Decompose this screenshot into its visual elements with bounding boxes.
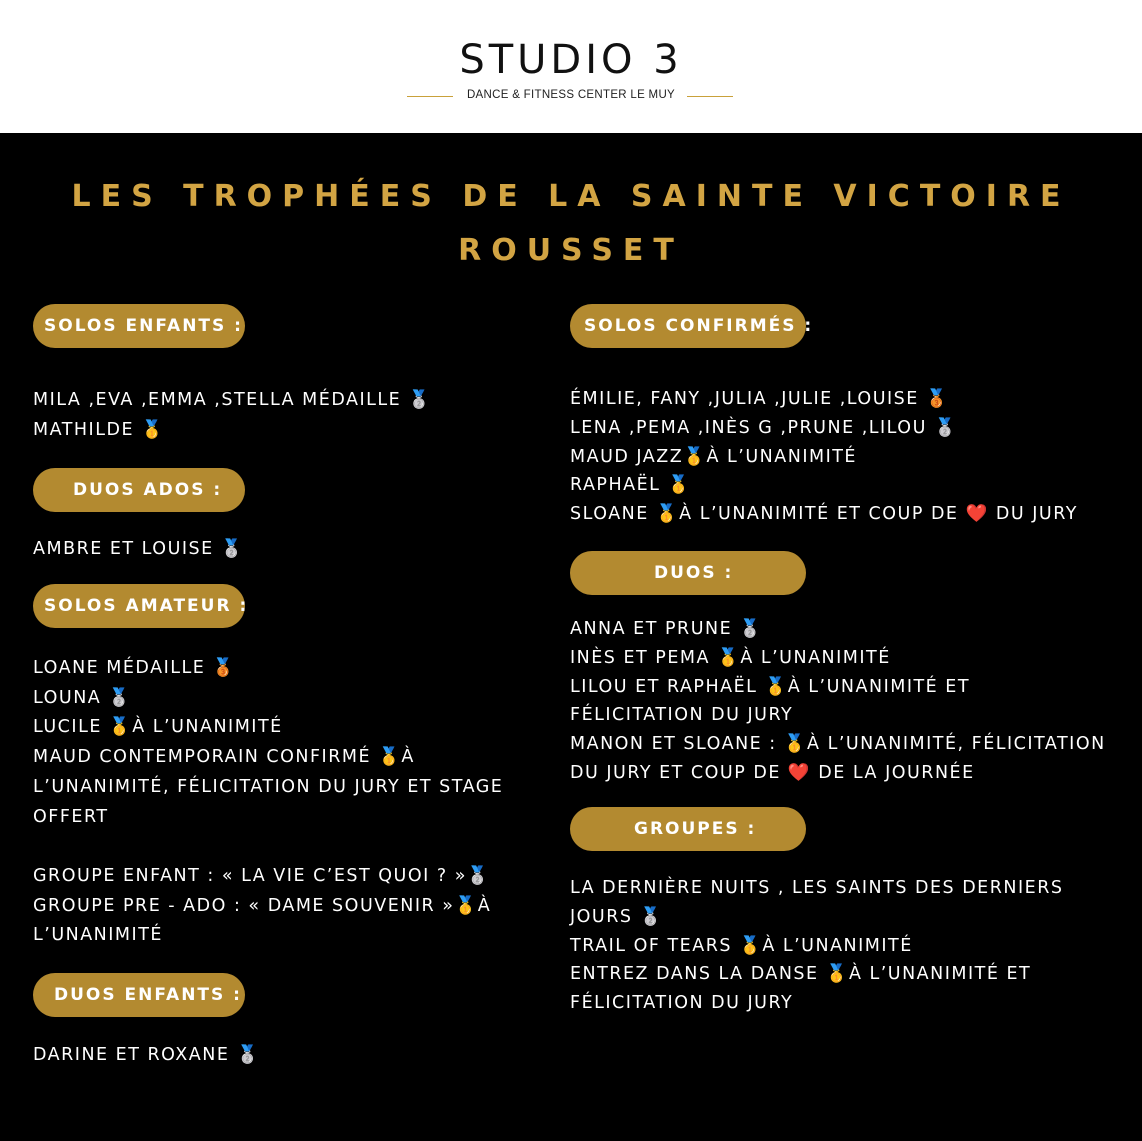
studio-logo-title: STUDIO 3 [459,37,683,83]
solos-enfants-results: MILA ,EVA ,EMMA ,STELLA MÉDAILLE 🥈 MATHILDE 🥇 [33,390,432,440]
page-title-line2: ROUSSET [458,233,684,268]
page-title [0,170,1142,278]
solos-confirmes-results: ÉMILIE, FANY ,JULIA ,JULIE ,LOUISE 🥉 LENA ,PEMA ,INÈS G ,PRUNE ,LILOU 🥈 MAUD JAZZ🥇À L’UNANIMITÉ RAPHAËL 🥇 SLOANE 🥇À L’UNANIMITÉ ET COUP DE ❤️ DU JURY [570,389,1078,525]
header-banner [0,0,1142,133]
duos-ados-heading: DUOS ADOS : [33,468,245,512]
duos-heading: DUOS : [570,551,806,595]
logo-divider-right [687,96,733,97]
solos-enfants-heading: SOLOS ENFANTS : [33,304,245,348]
solos-confirmes-heading: SOLOS CONFIRMÉS : [570,304,806,348]
duos-enfants-results: DARINE ET ROXANE 🥈 [33,1045,260,1065]
studio-logo-subtitle: DANCE & FITNESS CENTER LE MUY [466,89,676,101]
duos-results: ANNA ET PRUNE 🥈 INÈS ET PEMA 🥇À L’UNANIMITÉ LILOU ET RAPHAËL 🥇À L’UNANIMITÉ ET FÉLICITATION DU JURY MANON ET SLOANE : 🥇À L’UNANIMITÉ, FÉLICITATION DU JURY ET COUP DE ❤️ DE LA JOURNÉE [570,619,1106,783]
solos-amateur-results: LOANE MÉDAILLE 🥉 LOUNA 🥈 LUCILE 🥇À L’UNANIMITÉ MAUD CONTEMPORAIN CONFIRMÉ 🥇À L’UNANIMITÉ, FÉLICITATION DU JURY ET STAGE OFFERT GROUPE ENFANT : « LA VIE C’EST QUOI ? »🥈 GROUPE PRE - ADO : « DAME SOUVENIR »🥇À L’UNANIMITÉ [33,658,504,946]
groupes-results: LA DERNIÈRE NUITS , LES SAINTS DES DERNIERS JOURS 🥈 TRAIL OF TEARS 🥇À L’UNANIMITÉ ENTREZ DANS LA DANSE 🥇À L’UNANIMITÉ ET FÉLICITATION DU JURY [570,878,1064,1014]
duos-ados-results: AMBRE ET LOUISE 🥈 [33,539,245,559]
page-title-line1: LES TROPHÉES DE LA SAINTE VICTOIRE [71,179,1071,214]
solos-amateur-heading: SOLOS AMATEUR : [33,584,245,628]
duos-enfants-heading: DUOS ENFANTS : [33,973,245,1017]
groupes-heading: GROUPES : [570,807,806,851]
